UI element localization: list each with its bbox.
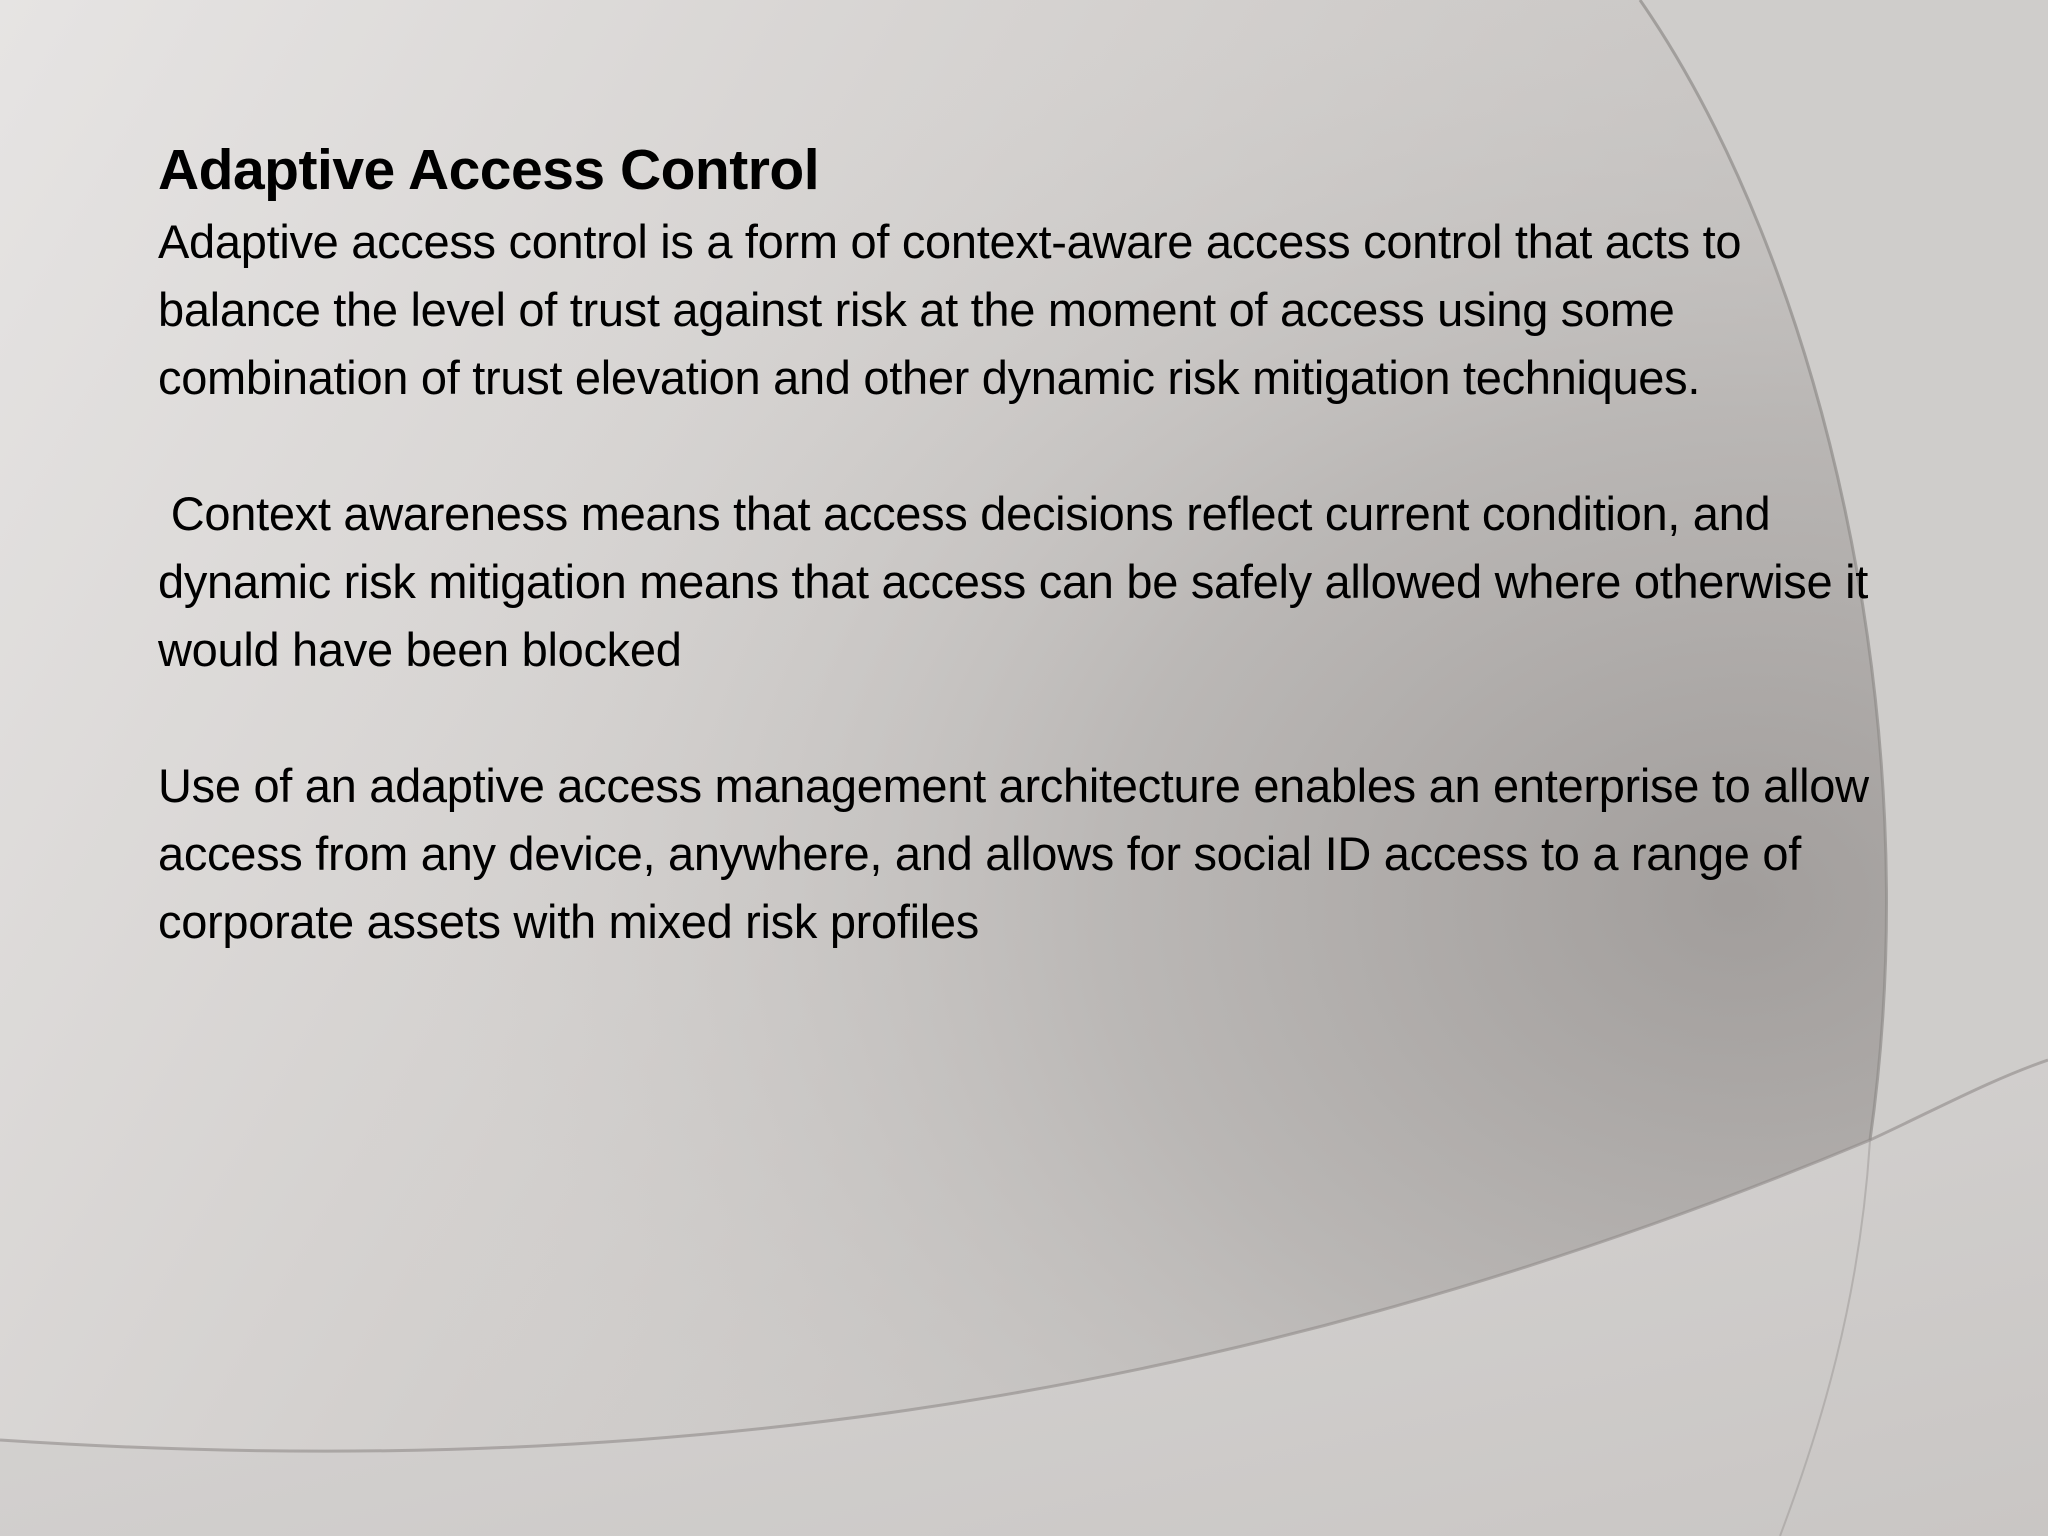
paragraph-definition: Adaptive access control is a form of context-aware access control that acts to balance the level of trust against risk at the moment of access using some combination of trust elevation and other dynamic risk mitigation techniques. [158, 215, 1754, 404]
paragraph-context-awareness: Context awareness means that access decisions reflect current condition, and dynamic risk mitigation means that access can be safely allowed where otherwise it would have been blocked [158, 487, 1881, 676]
slide-title: Adaptive Access Control [158, 138, 820, 202]
slide-content [158, 132, 1908, 956]
paragraph-architecture: Use of an adaptive access management architecture enables an enterprise to allow access from any device, anywhere, and allows for social ID access to a range of corporate assets with mixed risk profiles [158, 759, 1882, 948]
